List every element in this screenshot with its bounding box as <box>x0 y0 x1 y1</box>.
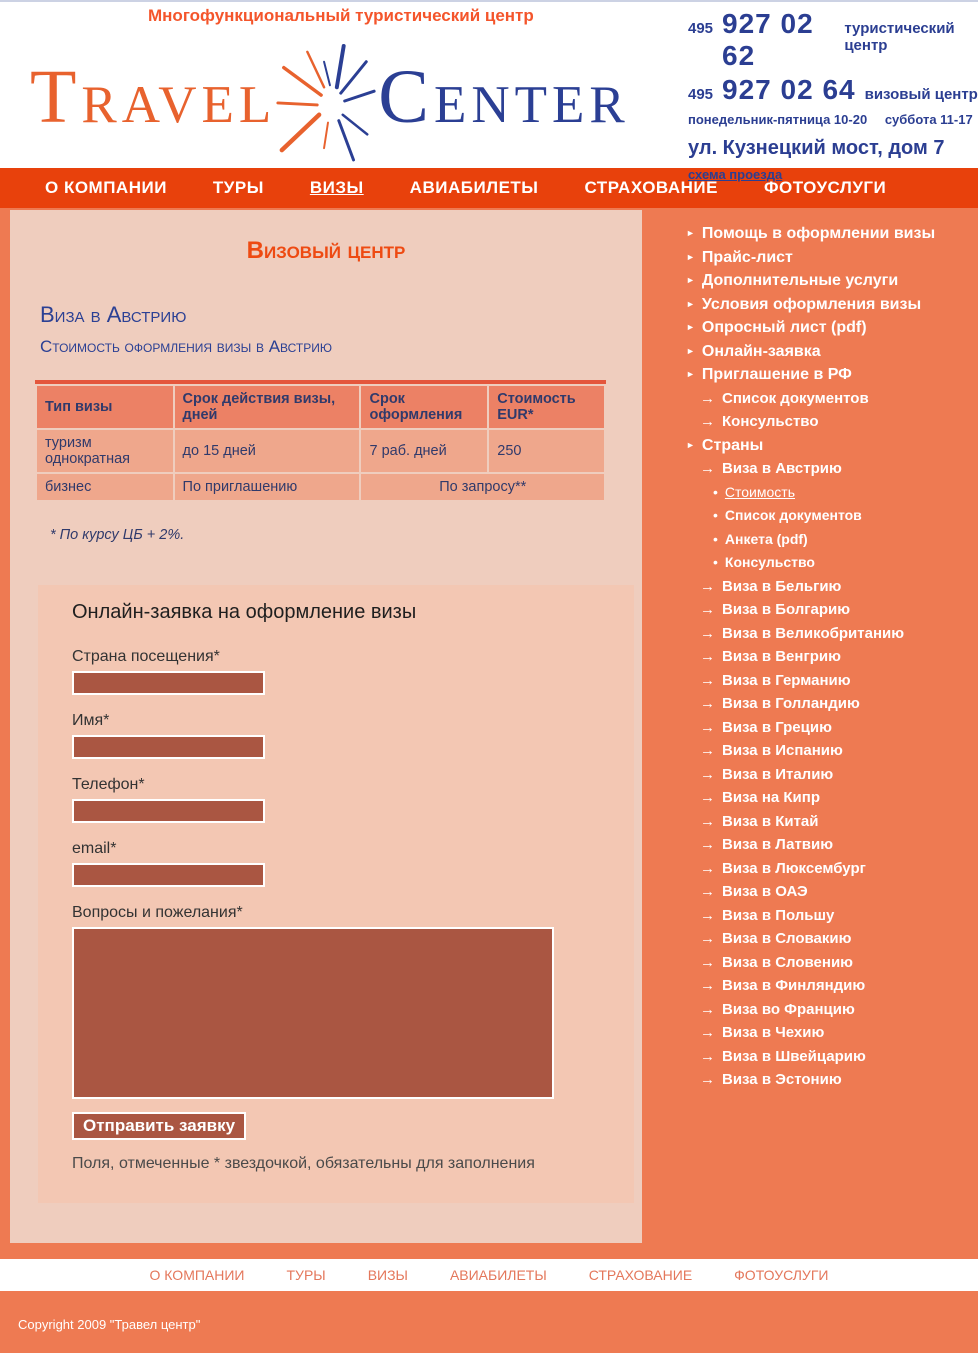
dot-bullet-icon: • <box>713 530 718 547</box>
table-header-cell: Срок оформления <box>361 386 487 428</box>
sidebar-item <box>686 880 978 904</box>
triangle-bullet-icon: ► <box>686 345 695 356</box>
sidebar-item <box>686 504 978 528</box>
sidebar-item <box>686 222 978 246</box>
sidebar-link[interactable]: Виза в Испанию <box>722 742 843 759</box>
sidebar-link[interactable]: Консульство <box>722 413 819 430</box>
sidebar-link[interactable]: Помощь в оформлении визы <box>701 225 936 242</box>
arrow-bullet-icon: → <box>700 765 715 783</box>
phone-label: туристический центр <box>844 20 955 54</box>
phone-tourist-center <box>688 8 978 72</box>
arrow-bullet-icon: → <box>700 859 715 877</box>
arrow-bullet-icon: → <box>700 648 715 665</box>
sidebar-link[interactable]: Виза в Словению <box>722 953 853 971</box>
dot-bullet-icon: • <box>713 554 718 570</box>
sidebar-link[interactable]: Виза на Кипр <box>722 789 820 806</box>
table-cell: туризм однократная <box>37 430 173 472</box>
header-tagline: Многофункциональный туристический центр <box>148 6 534 25</box>
site-header <box>0 2 978 182</box>
sidebar-link[interactable]: Виза в Грецию <box>722 718 832 736</box>
table-cell: до 15 дней <box>175 430 360 472</box>
sidebar-item <box>686 927 978 951</box>
arrow-bullet-icon: → <box>700 789 715 806</box>
sidebar-link[interactable]: Виза в ОАЭ <box>722 883 808 900</box>
sidebar-link[interactable]: Приглашение в РФ <box>701 366 852 383</box>
triangle-bullet-icon: ► <box>686 228 695 238</box>
sidebar-link[interactable]: Виза в Китай <box>722 812 819 830</box>
sidebar-item <box>686 974 978 998</box>
sidebar-link[interactable]: Виза в Бельгию <box>722 577 842 595</box>
sidebar-link[interactable]: Виза в Голландию <box>722 695 860 712</box>
exchange-rate-footnote: * По курсу ЦБ + 2%. <box>50 527 185 543</box>
footer-nav-item[interactable]: ТУРЫ <box>286 1267 326 1283</box>
sidebar-link[interactable]: Список документов <box>724 507 862 523</box>
footer-nav-item[interactable]: АВИАБИЛЕТЫ <box>449 1267 547 1283</box>
table-cell: 7 раб. дней <box>361 430 487 472</box>
page-title: Визовый центр <box>246 237 406 264</box>
sidebar-item <box>686 269 978 293</box>
visa-price-table-wrap <box>35 380 606 502</box>
sidebar-item <box>686 410 978 434</box>
phone-visa-center <box>688 74 978 106</box>
sidebar-item <box>686 1045 978 1069</box>
starburst-icon <box>272 38 382 164</box>
message-field[interactable] <box>72 927 554 1099</box>
sidebar-link[interactable]: Виза в Польшу <box>722 906 835 924</box>
sidebar-item <box>686 692 978 716</box>
nav-item[interactable]: ВИЗЫ <box>309 178 364 197</box>
sidebar-link[interactable]: Виза в Австрию <box>722 460 842 477</box>
sidebar-link[interactable]: Виза в Италию <box>722 765 834 783</box>
sidebar-item <box>686 316 978 340</box>
sidebar-link[interactable]: Виза в Швейцарию <box>722 1047 866 1065</box>
arrow-bullet-icon: → <box>700 742 715 759</box>
nav-item[interactable]: ТУРЫ <box>212 178 264 197</box>
footer-nav-item[interactable]: СТРАХОВАНИЕ <box>588 1267 693 1283</box>
phone-field-label: Телефон* <box>72 776 145 793</box>
footer-nav-item[interactable]: ФОТОУСЛУГИ <box>734 1267 829 1283</box>
sidebar-link[interactable]: Виза в Эстонию <box>722 1071 842 1088</box>
sidebar-link[interactable]: Виза во Францию <box>722 1000 855 1018</box>
table-cell: По запросу** <box>361 474 604 500</box>
logo-word-center: Center <box>378 55 630 139</box>
sidebar-item <box>686 998 978 1022</box>
sidebar-item <box>686 669 978 693</box>
sidebar-item <box>686 246 978 270</box>
sidebar-link[interactable]: Прайс-лист <box>701 248 793 266</box>
phone-code: 495 <box>688 20 714 37</box>
arrow-bullet-icon: → <box>700 930 715 947</box>
footer-nav-item[interactable]: О КОМПАНИИ <box>149 1267 245 1283</box>
sidebar-item <box>686 716 978 740</box>
triangle-bullet-icon: ► <box>686 369 695 379</box>
triangle-bullet-icon: ► <box>686 322 695 332</box>
sidebar-item <box>686 481 978 505</box>
arrow-bullet-icon: → <box>700 413 715 430</box>
sidebar-item <box>686 786 978 810</box>
arrow-bullet-icon: → <box>700 1071 715 1088</box>
visa-country-heading: Виза в Австрию <box>40 302 187 327</box>
sidebar-item <box>686 340 978 364</box>
submit-application-button[interactable]: Отправить заявку <box>72 1112 246 1140</box>
sidebar-item <box>686 739 978 763</box>
country-field[interactable] <box>72 671 265 695</box>
sidebar-link[interactable]: Дополнительные услуги <box>701 272 899 289</box>
sidebar-item <box>686 904 978 928</box>
arrow-bullet-icon: → <box>700 624 715 642</box>
sidebar-link[interactable]: Виза в Латвию <box>722 836 834 853</box>
sidebar-item <box>686 598 978 622</box>
arrow-bullet-icon: → <box>700 1024 715 1041</box>
phone-number: 927 02 62 <box>722 8 814 71</box>
nav-item[interactable]: АВИАБИЛЕТЫ <box>409 178 539 197</box>
arrow-bullet-icon: → <box>700 836 715 853</box>
sidebar-link[interactable]: Анкета (pdf) <box>724 530 808 547</box>
sidebar-link[interactable]: Виза в Венгрию <box>722 648 841 665</box>
sidebar-item <box>686 951 978 975</box>
sidebar-item <box>686 622 978 646</box>
triangle-bullet-icon: ► <box>686 251 695 262</box>
sidebar-item <box>686 1021 978 1045</box>
sidebar-item <box>686 457 978 481</box>
sidebar-item <box>686 575 978 599</box>
table-header-cell: Стоимость EUR* <box>489 386 604 428</box>
phone-label: визовый центр <box>864 86 978 103</box>
arrow-bullet-icon: → <box>700 671 715 689</box>
sidebar-item <box>686 763 978 787</box>
message-field-label: Вопросы и пожелания* <box>72 904 243 921</box>
sidebar-item <box>686 528 978 552</box>
required-fields-note: Поля, отмеченные * звездочкой, обязательны для заполнения <box>72 1155 535 1172</box>
arrow-bullet-icon: → <box>700 883 715 900</box>
content-panel <box>10 210 642 1243</box>
sidebar-link[interactable]: Виза в Люксембург <box>722 859 866 877</box>
sidebar-link[interactable]: Список документов <box>722 389 869 407</box>
sidebar-item <box>686 833 978 857</box>
arrow-bullet-icon: → <box>700 460 715 477</box>
bottom-bar <box>0 1291 978 1353</box>
country-field-label: Страна посещения* <box>72 648 220 665</box>
sidebar-item <box>686 363 978 387</box>
sidebar-item <box>686 434 978 458</box>
sidebar-link[interactable]: Виза в Финляндию <box>722 977 866 994</box>
office-address: ул. Кузнецкий мост, дом 7 <box>688 137 945 159</box>
footer-navbar <box>0 1259 978 1291</box>
sidebar-link[interactable]: Онлайн-заявка <box>701 342 821 360</box>
table-cell: бизнес <box>37 474 173 500</box>
arrow-bullet-icon: → <box>700 953 715 971</box>
hours-weekdays: понедельник-пятница 10-20 <box>688 112 868 127</box>
sidebar-link[interactable]: Виза в Болгарию <box>722 601 851 618</box>
arrow-bullet-icon: → <box>700 812 715 830</box>
footer-nav-item[interactable]: ВИЗЫ <box>367 1267 408 1283</box>
arrow-bullet-icon: → <box>700 1000 715 1018</box>
main-area <box>0 208 978 1259</box>
phone-number: 927 02 64 <box>722 74 856 105</box>
arrow-bullet-icon: → <box>700 718 715 736</box>
sidebar-link[interactable]: Консульство <box>724 554 815 570</box>
arrow-bullet-icon: → <box>700 906 715 924</box>
name-field-label: Имя* <box>72 712 110 729</box>
triangle-bullet-icon: ► <box>686 298 695 309</box>
table-cell: По приглашению <box>175 474 360 500</box>
travel-center-logo <box>30 54 630 164</box>
dot-bullet-icon: • <box>713 483 718 500</box>
sidebar-item <box>686 1068 978 1092</box>
sidebar-item <box>686 551 978 575</box>
sidebar-link[interactable]: Виза в Германию <box>722 671 851 689</box>
email-field[interactable] <box>72 863 265 887</box>
sidebar-item <box>686 387 978 411</box>
table-row <box>37 474 604 500</box>
email-field-label: email* <box>72 840 117 857</box>
copyright-text: Copyright 2009 "Травел центр" <box>18 1317 201 1332</box>
arrow-bullet-icon: → <box>700 389 715 407</box>
triangle-bullet-icon: ► <box>686 439 695 450</box>
sidebar-link[interactable]: Стоимость <box>724 483 795 500</box>
sidebar-link[interactable]: Страны <box>701 436 764 454</box>
table-row <box>37 430 604 472</box>
table-header-cell: Тип визы <box>37 386 173 428</box>
table-header-cell: Срок действия визы, дней <box>175 386 360 428</box>
header-contacts <box>688 8 978 184</box>
phone-field[interactable] <box>72 799 265 823</box>
visa-cost-subheading: Стоимость оформления визы в Австрию <box>40 337 333 356</box>
sidebar-item <box>686 810 978 834</box>
arrow-bullet-icon: → <box>700 577 715 595</box>
sidebar-item <box>686 645 978 669</box>
form-title: Онлайн-заявка на оформление визы <box>72 601 417 623</box>
phone-code: 495 <box>688 86 714 103</box>
sidebar-item <box>686 293 978 317</box>
name-field[interactable] <box>72 735 265 759</box>
sidebar-link[interactable]: Виза в Чехию <box>722 1024 825 1041</box>
nav-item[interactable]: ФОТОУСЛУГИ <box>763 178 887 197</box>
hours-saturday: суббота 11-17 <box>884 112 973 127</box>
visa-sidebar-menu <box>642 210 978 1092</box>
arrow-bullet-icon: → <box>700 1047 715 1065</box>
online-application-form <box>38 585 634 1203</box>
visa-price-table <box>35 384 606 502</box>
triangle-bullet-icon: ► <box>686 275 695 285</box>
nav-item[interactable]: СТРАХОВАНИЕ <box>584 178 718 197</box>
dot-bullet-icon: • <box>713 507 718 523</box>
logo-word-travel: Travel <box>30 55 277 139</box>
sidebar-link[interactable]: Виза в Словакию <box>722 930 852 947</box>
sidebar-link[interactable]: Условия оформления визы <box>701 295 922 313</box>
sidebar-link[interactable]: Виза в Великобританию <box>722 624 905 642</box>
map-directions-link[interactable]: схема проезда <box>688 167 783 182</box>
nav-item[interactable]: О КОМПАНИИ <box>45 178 167 197</box>
arrow-bullet-icon: → <box>700 695 715 712</box>
sidebar-item <box>686 857 978 881</box>
arrow-bullet-icon: → <box>700 977 715 994</box>
working-hours <box>688 112 978 127</box>
arrow-bullet-icon: → <box>700 601 715 618</box>
sidebar-link[interactable]: Опросный лист (pdf) <box>701 319 867 336</box>
table-cell: 250 <box>489 430 604 472</box>
